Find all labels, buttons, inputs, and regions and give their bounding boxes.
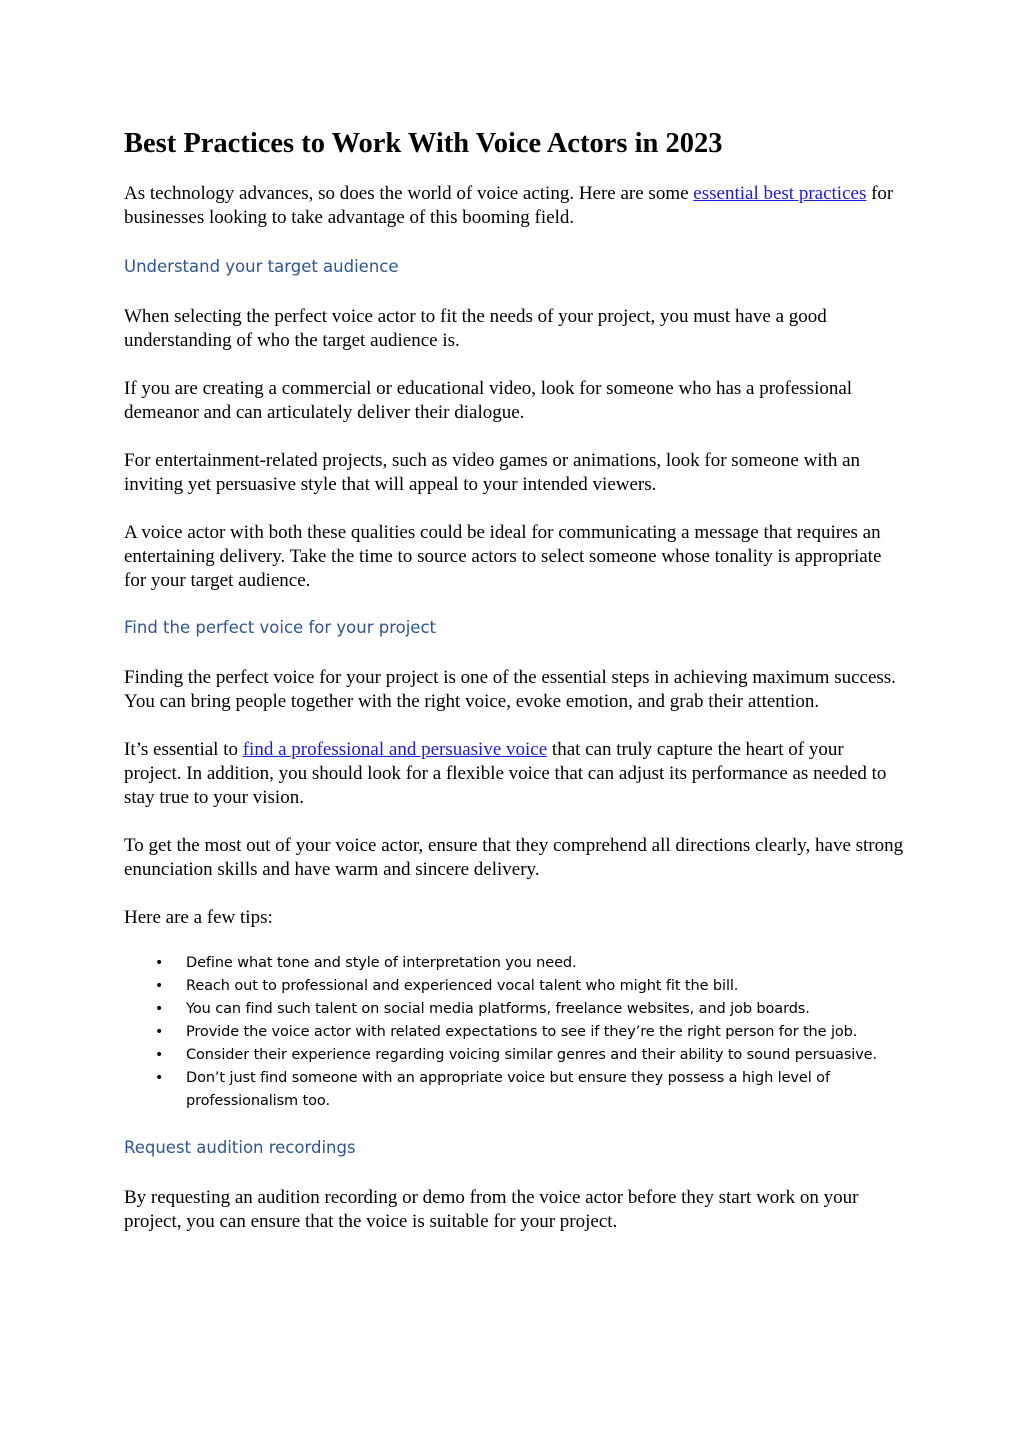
list-item (124, 1044, 904, 1067)
paragraph-text-before: It’s essential to (124, 739, 243, 760)
paragraph: When selecting the perfect voice actor to fit the needs of your project, you must have a good understanding of who the target audience is. (124, 306, 827, 351)
tips-intro: Here are a few tips: (124, 907, 273, 928)
list-item (124, 1067, 904, 1113)
list-item-text: Provide the voice actor with related expectations to see if they’re the right person for the job. (186, 1024, 858, 1040)
list-item (124, 998, 904, 1021)
paragraph-text-after: that can truly capture the heart of your project. In addition, you should look for a flexible voice that can adjust its performance as needed to stay true to your vision. (124, 739, 887, 808)
professional-persuasive-voice-link[interactable]: find a professional and persuasive voice (242, 739, 548, 760)
list-item-text: Reach out to professional and experienced vocal talent who might fit the bill. (186, 978, 739, 994)
paragraph: For entertainment-related projects, such as video games or animations, look for someone with an inviting yet persuasive style that will appeal to your intended viewers. (124, 450, 861, 495)
paragraph: By requesting an audition recording or demo from the voice actor before they start work on your project, you can ensure that the voice is suitable for your project. (124, 1187, 859, 1232)
page-title: Best Practices to Work With Voice Actors in 2023 (124, 128, 723, 159)
section-heading-perfect-voice: Find the perfect voice for your project (124, 618, 436, 637)
tips-list (124, 952, 904, 1113)
intro-text-after: for businesses looking to take advantage of this booming field. (124, 183, 894, 228)
intro-paragraph (124, 182, 904, 230)
document-page (124, 126, 904, 1258)
paragraph: Finding the perfect voice for your project is one of the essential steps in achieving maximum success. You can bring people together with the right voice, evoke emotion, and grab their attention. (124, 667, 896, 712)
section-heading-audition-recordings: Request audition recordings (124, 1138, 356, 1157)
list-item (124, 1021, 904, 1044)
list-item (124, 952, 904, 975)
bullet-icon: • (155, 955, 164, 971)
essential-best-practices-link[interactable]: essential best practices (693, 183, 867, 204)
intro-text-before: As technology advances, so does the world of voice acting. Here are some (124, 183, 694, 204)
list-item-text: You can find such talent on social media platforms, freelance websites, and job boards. (186, 1001, 810, 1017)
bullet-icon: • (155, 1024, 164, 1040)
list-item-text: Don’t just find someone with an appropriate voice but ensure they possess a high level of professionalism too. (186, 1070, 830, 1109)
list-item-text: Define what tone and style of interpretation you need. (186, 955, 577, 971)
paragraph: A voice actor with both these qualities could be ideal for communicating a message that requires an entertaining delivery. Take the time to source actors to select someone whose tonality is appropriate for your target audience. (124, 522, 882, 591)
paragraph: To get the most out of your voice actor, ensure that they comprehend all directions clearly, have strong enunciation skills and have warm and sincere delivery. (124, 835, 904, 880)
bullet-icon: • (155, 1047, 164, 1063)
section-heading-target-audience: Understand your target audience (124, 257, 399, 276)
bullet-icon: • (155, 1070, 164, 1086)
bullet-icon: • (155, 978, 164, 994)
paragraph-with-link (124, 738, 904, 810)
list-item (124, 975, 904, 998)
bullet-icon: • (155, 1001, 164, 1017)
paragraph: If you are creating a commercial or educational video, look for someone who has a professional demeanor and can articulately deliver their dialogue. (124, 378, 853, 423)
list-item-text: Consider their experience regarding voicing similar genres and their ability to sound persuasive. (186, 1047, 878, 1063)
